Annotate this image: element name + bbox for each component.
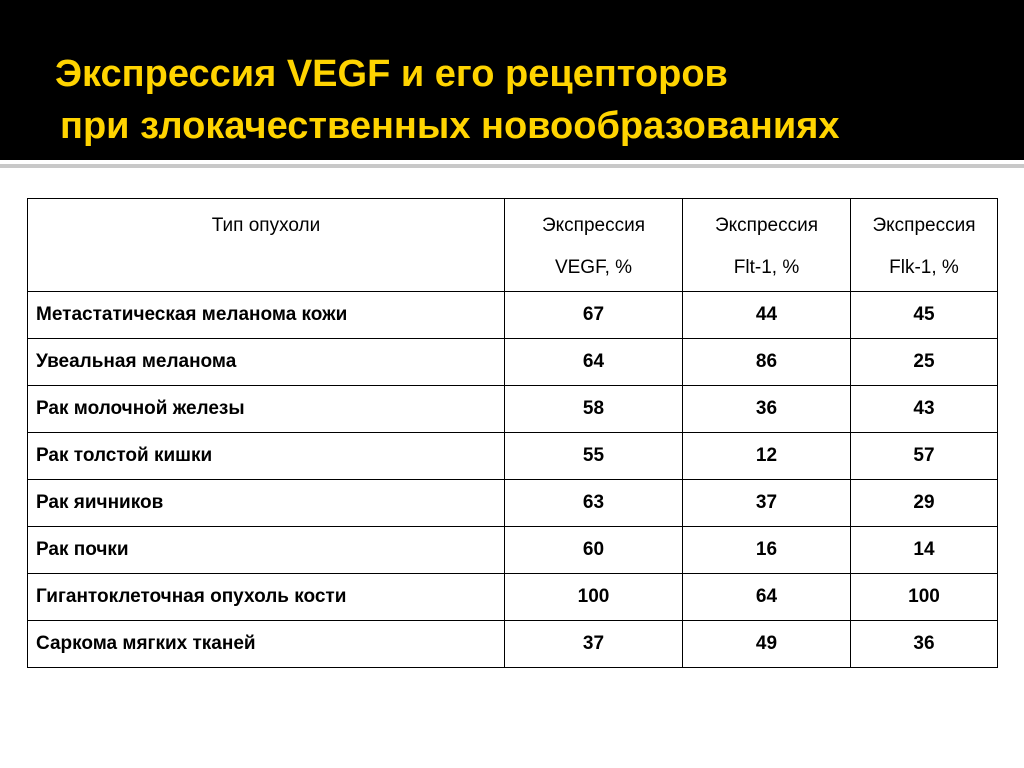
tumor-type-cell: Саркома мягких тканей (28, 621, 505, 668)
tumor-type-cell: Рак молочной железы (28, 386, 505, 433)
column-header-line: Экспрессия (714, 215, 818, 236)
vegf-value-cell: 58 (505, 386, 683, 433)
vegf-value-cell: 55 (505, 433, 683, 480)
vegf-value-cell: 64 (505, 339, 683, 386)
table-row (28, 527, 998, 574)
column-header-line: Flk-1, % (889, 257, 959, 278)
vegf-value-cell: 37 (505, 621, 683, 668)
column-header-vegf (505, 199, 683, 292)
tumor-type-cell: Метастатическая меланома кожи (28, 292, 505, 339)
flt1-value-cell: 44 (683, 292, 851, 339)
column-header-line: VEGF, % (554, 257, 633, 278)
flk1-value-cell: 45 (851, 292, 998, 339)
table-row (28, 480, 998, 527)
vegf-value-cell: 67 (505, 292, 683, 339)
column-header-line: Экспрессия (541, 215, 645, 236)
table-row (28, 433, 998, 480)
table-row (28, 386, 998, 433)
column-header-line: Экспрессия (872, 215, 976, 236)
flk1-value-cell: 36 (851, 621, 998, 668)
flt1-value-cell: 64 (683, 574, 851, 621)
flk1-value-cell: 100 (851, 574, 998, 621)
flk1-value-cell: 57 (851, 433, 998, 480)
vegf-expression-table (27, 198, 998, 668)
flk1-value-cell: 25 (851, 339, 998, 386)
tumor-type-cell: Гигантоклеточная опухоль кости (28, 574, 505, 621)
column-header-flt1 (683, 199, 851, 292)
flk1-value-cell: 43 (851, 386, 998, 433)
flt1-value-cell: 49 (683, 621, 851, 668)
column-header-line: Flt-1, % (733, 257, 800, 278)
tumor-type-cell: Рак яичников (28, 480, 505, 527)
slide-header (0, 0, 1024, 160)
vegf-value-cell: 60 (505, 527, 683, 574)
flk1-value-cell: 29 (851, 480, 998, 527)
table-row (28, 339, 998, 386)
flt1-value-cell: 16 (683, 527, 851, 574)
slide-title-line-2: при злокачественных новообразованиях (60, 105, 840, 147)
column-header-flk1 (851, 199, 998, 292)
flt1-value-cell: 36 (683, 386, 851, 433)
vegf-value-cell: 100 (505, 574, 683, 621)
column-header-line: Тип опухоли (211, 215, 321, 236)
vegf-value-cell: 63 (505, 480, 683, 527)
flt1-value-cell: 12 (683, 433, 851, 480)
column-header-tumor-type (28, 199, 505, 292)
table-row (28, 621, 998, 668)
header-divider (0, 164, 1024, 168)
table-header-row (28, 199, 998, 292)
flk1-value-cell: 14 (851, 527, 998, 574)
flt1-value-cell: 86 (683, 339, 851, 386)
table-row (28, 574, 998, 621)
tumor-type-cell: Увеальная меланома (28, 339, 505, 386)
slide-title-line-1: Экспрессия VEGF и его рецепторов (55, 53, 728, 95)
tumor-type-cell: Рак почки (28, 527, 505, 574)
table-row (28, 292, 998, 339)
flt1-value-cell: 37 (683, 480, 851, 527)
tumor-type-cell: Рак толстой кишки (28, 433, 505, 480)
